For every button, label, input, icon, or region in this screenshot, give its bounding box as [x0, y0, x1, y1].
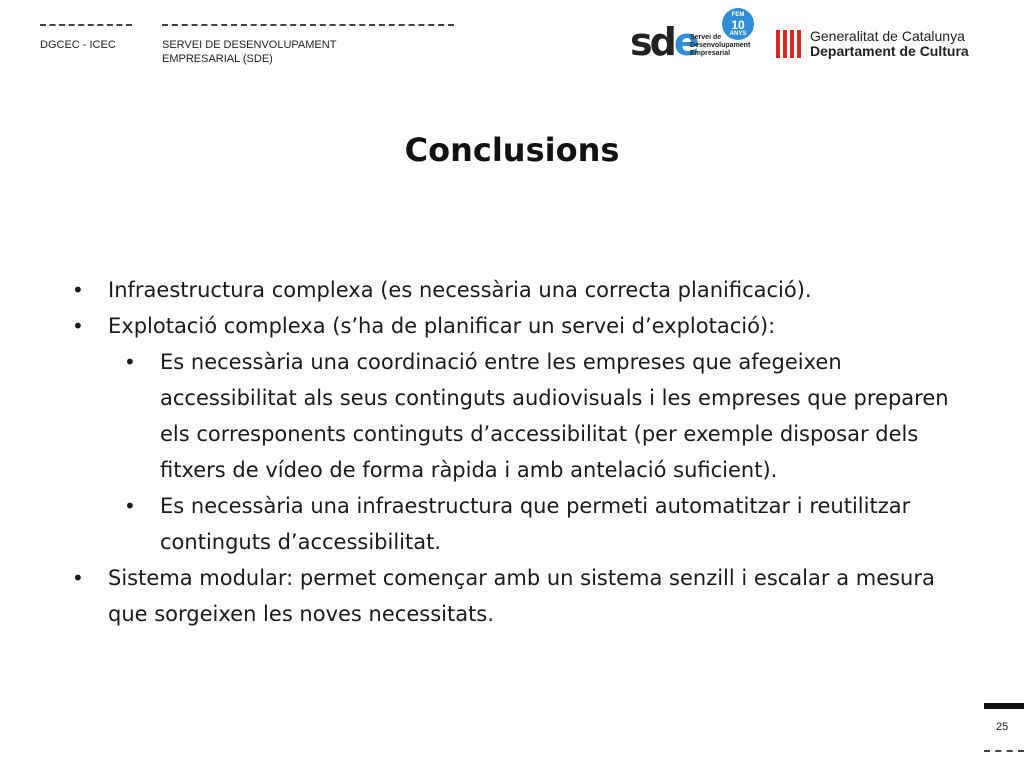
bullet-dot-icon: • [72, 566, 84, 590]
bullet-item [72, 272, 972, 308]
generalitat-line2: Departament de Cultura [810, 43, 969, 59]
generalitat-logo [776, 28, 986, 62]
generalitat-flag-icon [776, 30, 802, 58]
footer-bar [984, 703, 1024, 709]
generalitat-line1: Generalitat de Catalunya [810, 28, 965, 44]
sde-logo-sub-line2: Desenvolupament [690, 42, 751, 49]
sde-badge-number: 10 [731, 18, 745, 32]
sub-bullet-item [72, 344, 972, 488]
sde-logo [630, 8, 760, 66]
bullet-dot-icon: • [72, 278, 84, 302]
sub-bullet-text: Es necessària una infraestructura que permeti automatitzar i reutilitzar continguts d’accessibilitat. [160, 494, 911, 554]
footer-dash [984, 750, 1024, 752]
bullet-item [72, 560, 972, 632]
sde-logo-letter-e: e [673, 20, 697, 64]
sde-logo-letter-d: d [649, 20, 674, 64]
slide-title: Conclusions [404, 131, 620, 169]
header-dash-left [40, 24, 132, 26]
header-servei-line2: EMPRESARIAL (SDE) [162, 53, 273, 65]
page-number: 25 [996, 721, 1009, 733]
sde-anniversary-badge [722, 8, 754, 40]
header-dash-right [162, 24, 454, 26]
sub-bullet-text: Es necessària una coordinació entre les empreses que afegeixen accessibilitat als seus continguts audiovisuals i les empreses que preparen els corresponents continguts d’accessibilitat (per exemple disposar dels fitxers de vídeo de forma ràpida i amb antelació suficient). [160, 350, 949, 482]
sub-bullet-item [72, 488, 972, 560]
sde-logo-letter-s: s [630, 20, 650, 64]
sde-logo-word [630, 22, 697, 62]
bullet-text: Explotació complexa (s’ha de planificar un servei d’explotació): [108, 314, 776, 338]
sde-badge-top: FEM [731, 12, 745, 18]
bullet-item [72, 308, 972, 344]
sde-logo-sub-line1: Servei de [690, 34, 722, 41]
slide-content [72, 272, 972, 632]
bullet-dot-icon: • [72, 314, 84, 338]
header-servei-line1: SERVEI DE DESENVOLUPAMENT [162, 39, 337, 51]
header-dgcec-label: DGCEC - ICEC [40, 39, 116, 51]
bullet-dot-icon: • [124, 494, 136, 518]
sde-logo-sub-line3: Empresarial [690, 50, 731, 57]
sde-badge-bottom: ANYS [729, 31, 747, 37]
bullet-text: Sistema modular: permet començar amb un sistema senzill i escalar a mesura que sorgeixen les noves necessitats. [108, 566, 935, 626]
bullet-dot-icon: • [124, 350, 136, 374]
bullet-text: Infraestructura complexa (es necessària una correcta planificació). [108, 278, 812, 302]
